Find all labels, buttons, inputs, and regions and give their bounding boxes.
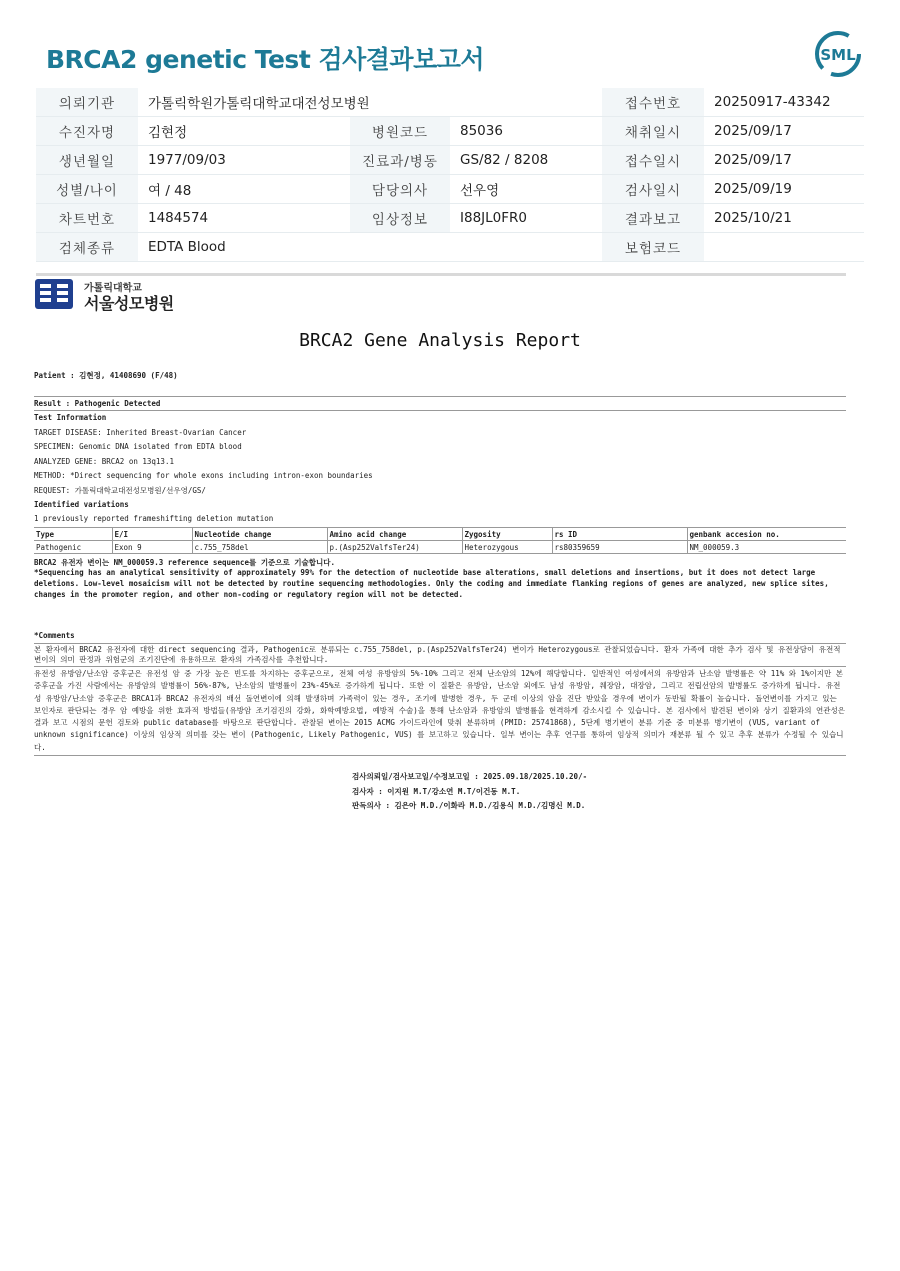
- specimen-label: 검체종류: [36, 233, 138, 262]
- info-row: [36, 146, 864, 175]
- dept-value: GS/82 / 8208: [450, 146, 602, 175]
- reference-note: BRCA2 유전자 변이는 NM_000059.3 reference sequence를 기준으로 기술합니다.: [34, 558, 336, 567]
- variant-cell: p.(Asp252ValfsTer24): [327, 541, 462, 554]
- rule: [34, 396, 846, 397]
- request-line: REQUEST: 가톨릭대학교대전성모병원/선우영/GS/: [34, 486, 206, 495]
- hospital-code-label: 병원코드: [350, 117, 450, 146]
- receipt-no-label: 접수번호: [602, 88, 704, 117]
- info-row: [36, 233, 864, 262]
- chart-no-label: 차트번호: [36, 204, 138, 233]
- insurance-value: [704, 233, 864, 262]
- info-row: [36, 175, 864, 204]
- identified-heading: Identified variations: [34, 500, 129, 509]
- hospital-logo-icon: [34, 278, 74, 310]
- info-row: [36, 88, 864, 117]
- birth-value: 1977/09/03: [138, 146, 350, 175]
- analyzed-gene: ANALYZED GENE: BRCA2 on 13q13.1: [34, 457, 174, 466]
- report-title: BRCA2 Gene Analysis Report: [299, 330, 581, 351]
- comments-heading: *Comments: [34, 631, 75, 640]
- hospital-code-value: 85036: [450, 117, 602, 146]
- comment-2: 유전성 유방암/난소암 증후군은 유전성 암 중 가장 높은 빈도를 차지하는 증후군으로, 전체 여성 유방암의 5%-10% 그리고 전체 난소암의 12%에 해당합니다. 일반적인 여성에서의 유방암과 난소암 발병률은 약 11% 와 1%이지만 본 증후군을 가진 사람에서는 유방암의 발병률이 56%-87%, 난소암의 발병률이 23%-45%로 증가하게 됩니다. 또한 이 질환은 유방암, 난소암 외에도 남성 유방암, 췌장암, 대장암, 그리고 전립선암의 발병률도 증가하게 됩니다. 유전성 유방암/난소암 증후군은 BRCA1과 BRCA2 유전자의 배선 돌연변이에 의해 발생하며 가족력이 있는 경우, 조기에 발병한 경우, 두 군데 이상의 암을 진단 받았을 경우에 변이가 동반될 확률이 높습니다. 돌연변이를 가지고 있는 보인자로 판단되는 경우 암 예방을 위한 효과적 방법들(유방암 조기검진의 강화, 화학예방요법, 예방적 수술)을 통해 난소암과 유방암의 발병률을 현격하게 감소시킬 수 있습니다. 본 검사에서 발견된 변이와 상기 질환과의 연관성은 결과 보고 시점의 문헌 검토와 public database를 바탕으로 판단합니다. 관찰된 변이는 2015 ACMG 가이드라인에 맞춰 분류하며 (PMID: 25741868), 5단계 병기변이 분류 기준 중 미분류 병기변이 (VUS, variant of unknown significance) 이상의 임상적 의미를 갖는 변이 (Pathogenic, Likely Pathogenic, VUS) 를 보고하고 있습니다. 일부 변이는 추후 연구를 통하여 임상적 의미가 재분류 될 수 있고 추후 분류가 수정될 수 있습니다.: [34, 669, 846, 752]
- info-row: [36, 117, 864, 146]
- clinical-value: I88JL0FR0: [450, 204, 602, 233]
- patient-value: 김현정: [138, 117, 350, 146]
- receipt-no-value: 20250917-43342: [704, 88, 864, 117]
- sex-age-value: 여 / 48: [138, 175, 350, 204]
- variant-row: [34, 541, 846, 554]
- section-divider: [36, 273, 846, 276]
- test-date-value: 2025/09/19: [704, 175, 864, 204]
- hospital-sub-name: 가톨릭대학교: [84, 283, 142, 294]
- sml-logo-icon: [814, 30, 862, 78]
- variant-header: rs ID: [552, 528, 687, 541]
- variant-header: Type: [34, 528, 112, 541]
- doctor-value: 선우영: [450, 175, 602, 204]
- report-title-header: BRCA2 genetic Test 검사결과보고서: [46, 45, 485, 74]
- comment-1: 본 환자에서 BRCA2 유전자에 대한 direct sequencing 결과, Pathogenic로 분류되는 c.755_758del, p.(Asp252ValfsTer24) 변이가 Heterozygous로 관찰되었습니다. 환자 가족에 대한 추가 검사 및 유전상담이 유전적 변이의 의미 판정과 위험군의 조기진단에 유용하므로 환자의 가족검사를 추천합니다.: [34, 645, 846, 667]
- hospital-name: 서울성모병원: [84, 294, 174, 313]
- institution-value: 가톨릭학원가톨릭대학교대전성모병원: [138, 88, 602, 117]
- patient-label: 수진자명: [36, 117, 138, 146]
- variant-header: E/I: [112, 528, 192, 541]
- variant-cell: rs80359659: [552, 541, 687, 554]
- variant-cell: Pathogenic: [34, 541, 112, 554]
- variant-cell: Exon 9: [112, 541, 192, 554]
- rule: [34, 410, 846, 411]
- variant-header: Zygosity: [462, 528, 552, 541]
- method-line: METHOD: *Direct sequencing for whole exons including intron-exon boundaries: [34, 471, 373, 480]
- variant-cell: c.755_758del: [192, 541, 327, 554]
- patient-info-table: [36, 88, 864, 262]
- sex-age-label: 성별/나이: [36, 175, 138, 204]
- info-row: [36, 204, 864, 233]
- report-date-value: 2025/10/21: [704, 204, 864, 233]
- sensitivity-note: *Sequencing has an analytical sensitivity of approximately 99% for the detection of nucleotide base alterations, small deletions and insertions, but it does not detect large deletions. Low-level mosaicism will not be detected by routine sequencing methodologies. Only the coding and immediate flanking regions of genes are analyzed, new splice sites, changes in the promoter region, and other non-coding or regulatory region will not be detected.: [34, 568, 829, 599]
- variant-cell: Heterozygous: [462, 541, 552, 554]
- test-date-label: 검사일시: [602, 175, 704, 204]
- variant-header: genbank accesion no.: [687, 528, 846, 541]
- variant-header-row: [34, 528, 846, 541]
- specimen-value: EDTA Blood: [138, 233, 602, 262]
- variant-header: Nucleotide change: [192, 528, 327, 541]
- identified-summary: 1 previously reported frameshifting deletion mutation: [34, 514, 274, 523]
- variant-table: [34, 527, 846, 554]
- variant-cell: NM_000059.3: [687, 541, 846, 554]
- examiners: 검사자 : 이지원 M.T/강소연 M.T/이건동 M.T.: [352, 787, 521, 796]
- doctor-label: 담당의사: [350, 175, 450, 204]
- svg-text:SML: SML: [820, 46, 856, 64]
- result-line: Result : Pathogenic Detected: [34, 399, 161, 408]
- dept-label: 진료과/병동: [350, 146, 450, 175]
- collect-date-label: 채취일시: [602, 117, 704, 146]
- report-dates: 검사의뢰일/검사보고일/수정보고일 : 2025.09.18/2025.10.20/-: [352, 772, 588, 781]
- target-disease: TARGET DISEASE: Inherited Breast-Ovarian Cancer: [34, 428, 247, 437]
- physicians: 판독의사 : 김은아 M.D./이화라 M.D./김용식 M.D./김명신 M.D.: [352, 801, 586, 810]
- clinical-label: 임상정보: [350, 204, 450, 233]
- specimen-line: SPECIMEN: Genomic DNA isolated from EDTA blood: [34, 442, 242, 451]
- institution-label: 의뢰기관: [36, 88, 138, 117]
- birth-label: 생년월일: [36, 146, 138, 175]
- variant-header: Amino acid change: [327, 528, 462, 541]
- test-info-heading: Test Information: [34, 413, 107, 422]
- receipt-date-label: 접수일시: [602, 146, 704, 175]
- collect-date-value: 2025/09/17: [704, 117, 864, 146]
- comments-box: [34, 643, 846, 756]
- insurance-label: 보험코드: [602, 233, 704, 262]
- patient-line: Patient : 김현정, 41408690 (F/48): [34, 371, 178, 380]
- receipt-date-value: 2025/09/17: [704, 146, 864, 175]
- report-date-label: 결과보고: [602, 204, 704, 233]
- chart-no-value: 1484574: [138, 204, 350, 233]
